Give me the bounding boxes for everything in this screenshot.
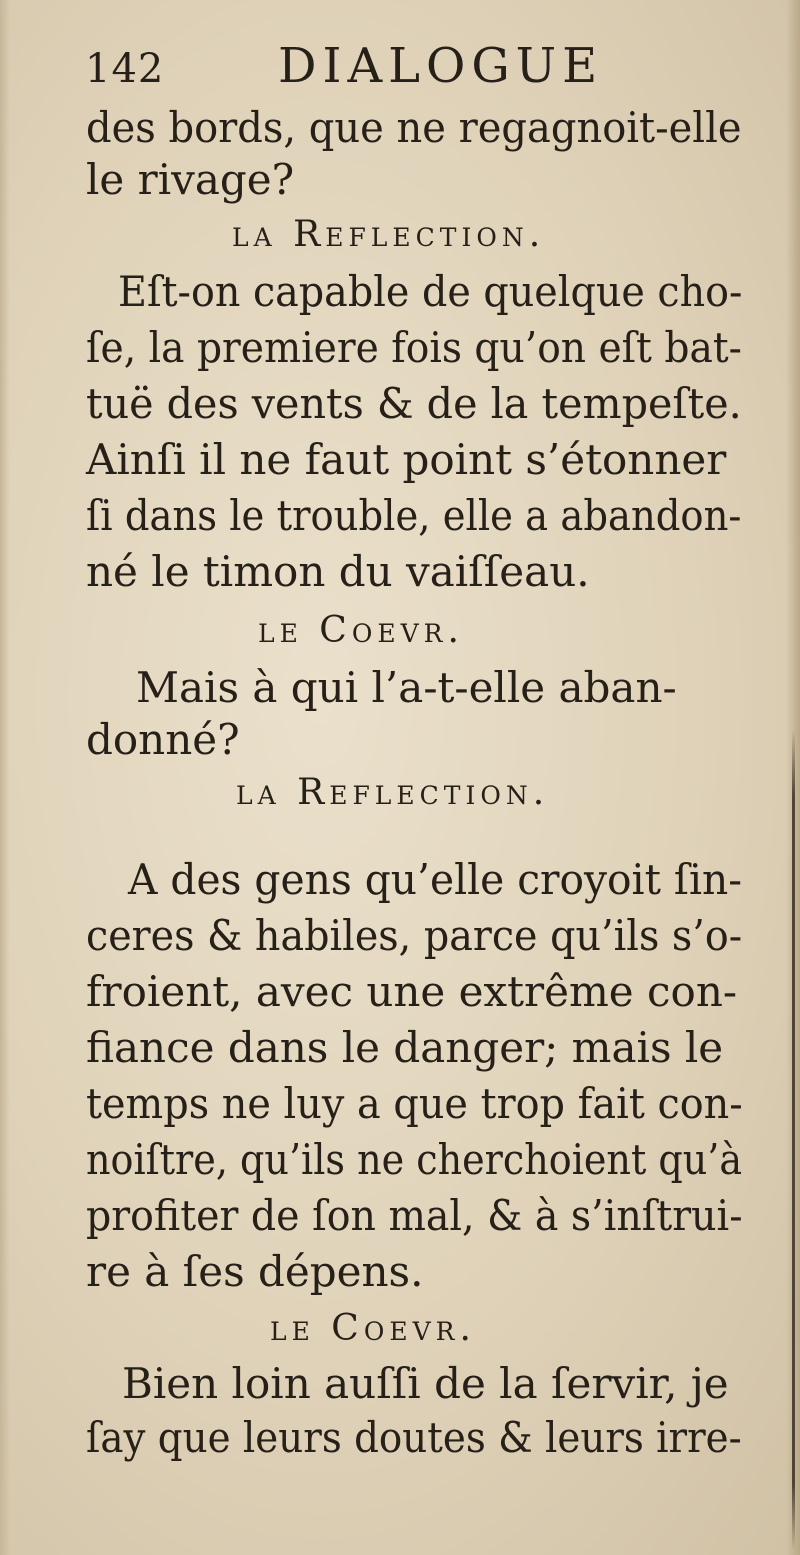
speaker-heading-reflection: la Reflection. (232, 214, 546, 255)
body-line: ſe, la premiere fois qu’on eſt bat- (86, 323, 742, 372)
body-line: ceres & habiles, parce qu’ils s’o- (86, 911, 743, 960)
body-line: tuë des vents & de la tempeſte. (86, 379, 742, 428)
speaker-heading-coeur: le Coevr. (270, 1308, 476, 1349)
body-line: temps ne luy a que trop fait con- (86, 1079, 743, 1128)
body-line: Bien loin auſſi de la ſervir, je (122, 1359, 729, 1408)
body-line: des bords, que ne regagnoit-elle (86, 103, 742, 152)
page-number: 142 (85, 46, 165, 92)
speaker-heading-reflection: la Reflection. (236, 772, 550, 813)
body-line: donné? (86, 715, 240, 764)
body-line: noiſtre, qu’ils ne cherchoient qu’à (86, 1135, 743, 1184)
running-title: DIALOGUE (278, 38, 604, 94)
running-header (85, 36, 760, 96)
body-line: Eſt-on capable de quelque cho- (118, 267, 743, 316)
binding-shadow-line (792, 730, 795, 1550)
body-line: re à ſes dépens. (86, 1247, 424, 1296)
body-line: le rivage? (86, 155, 295, 204)
body-line: profiter de ſon mal, & à s’inſtrui- (86, 1191, 743, 1240)
body-line: A des gens qu’elle croyoit ſin- (128, 855, 743, 904)
body-line: ſay que leurs doutes & leurs irre- (86, 1413, 742, 1462)
body-line: né le timon du vaiſſeau. (86, 547, 590, 596)
body-line: Ainſi il ne faut point s’étonner (86, 435, 727, 484)
body-line: Mais à qui l’a-t-elle aban- (136, 663, 677, 712)
page-edge-shadow-left (0, 0, 10, 1555)
speaker-heading-coeur: le Coevr. (258, 610, 464, 651)
body-line: fiance dans le danger; mais le (86, 1023, 724, 1072)
body-line: froient, avec une extrême con- (86, 967, 738, 1016)
body-line: ſi dans le trouble, elle a abandon- (86, 491, 742, 540)
